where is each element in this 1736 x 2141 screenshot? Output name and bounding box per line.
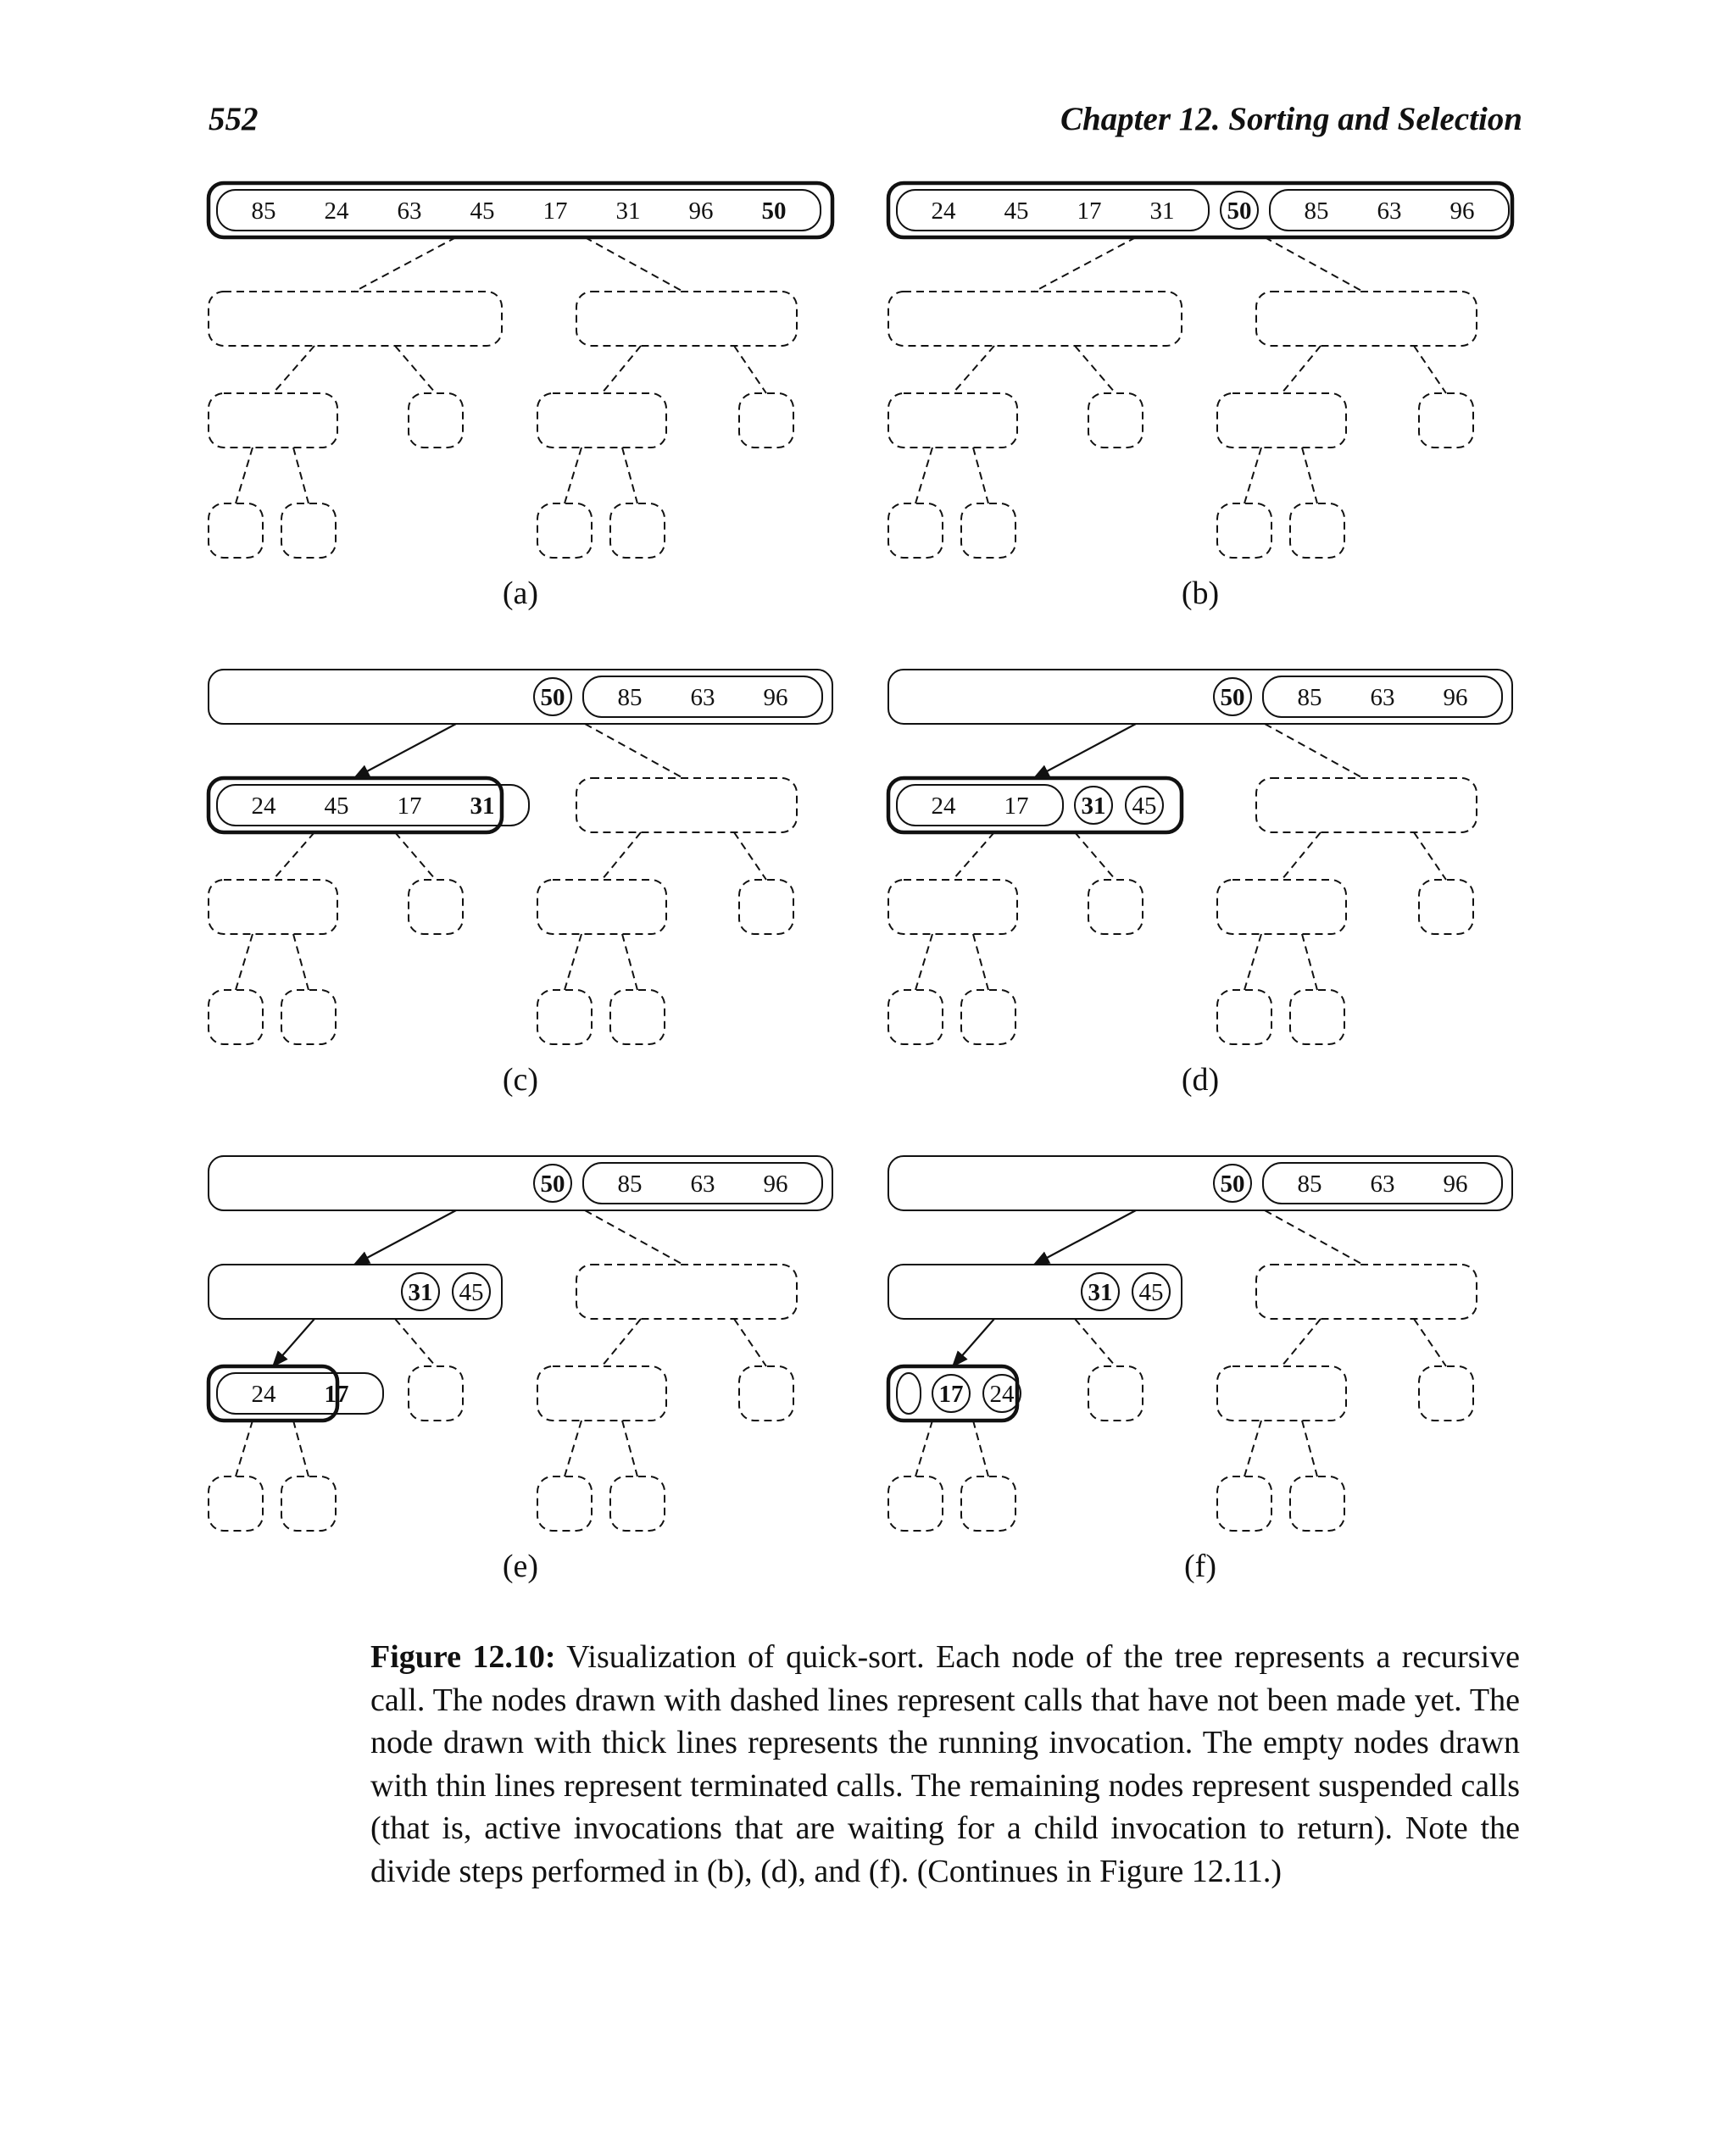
node-value: 85 — [1297, 684, 1322, 711]
edge-LL-LLR — [293, 934, 309, 990]
caption-label: Figure 12.10: — [370, 1639, 556, 1675]
node-R — [1256, 1265, 1477, 1319]
edge-RL-RLR — [1302, 1421, 1317, 1476]
node-value: 63 — [690, 1171, 715, 1198]
node-root — [209, 1156, 832, 1210]
node-LLL — [209, 503, 263, 558]
panel-f — [888, 1156, 1512, 1584]
edge-root-R — [1265, 1210, 1363, 1265]
sequence-oval — [897, 785, 1063, 826]
node-value: 24 — [324, 197, 349, 225]
node-value: 17 — [324, 1381, 349, 1408]
panel-c — [209, 670, 832, 1098]
edge-L-LL — [953, 346, 994, 393]
edge-LL-LLL — [236, 448, 253, 503]
panel-label: (c) — [502, 1062, 539, 1098]
edge-R-RR — [1414, 346, 1446, 393]
panel-a — [209, 183, 832, 611]
edge-RL-RLR — [1302, 448, 1317, 503]
node-value: 96 — [763, 684, 788, 711]
edge-root-R — [1265, 724, 1363, 778]
edge-LL-LLR — [973, 934, 988, 990]
node-value: 45 — [1004, 197, 1029, 225]
edge-root-R — [585, 237, 683, 292]
node-value: 24 — [931, 197, 956, 225]
edge-RL-RLR — [622, 448, 637, 503]
edge-L-LR — [1075, 346, 1116, 393]
node-LLR — [961, 503, 1015, 558]
node-value: 45 — [1132, 792, 1157, 820]
edge-LL-LLL — [236, 934, 253, 990]
node-R — [576, 1265, 797, 1319]
node-RR — [739, 880, 793, 934]
node-RL — [537, 1366, 666, 1421]
edge-R-RR — [734, 1319, 766, 1366]
panel-label: (d) — [1181, 1062, 1220, 1098]
node-L — [888, 292, 1182, 346]
node-L — [209, 292, 502, 346]
page-number: 552 — [209, 101, 259, 137]
node-RR — [1419, 393, 1473, 448]
node-value: 96 — [1449, 197, 1475, 225]
edge-root-R — [585, 1210, 683, 1265]
node-value: 96 — [688, 197, 714, 225]
node-RL — [537, 393, 666, 448]
node-LL — [888, 393, 1017, 448]
node-value: 96 — [1443, 684, 1468, 711]
edge-root-L — [1034, 237, 1136, 292]
panel-b — [888, 183, 1512, 611]
edge-RL-RLL — [565, 934, 581, 990]
edge-R-RL — [1282, 832, 1321, 880]
node-RLL — [1217, 1476, 1271, 1531]
node-R — [1256, 778, 1477, 832]
node-value: 45 — [1138, 1279, 1164, 1306]
node-LR — [1088, 880, 1143, 934]
node-value: 31 — [470, 792, 495, 820]
edge-root-L — [354, 724, 456, 778]
node-value: 24 — [251, 792, 276, 820]
node-RLL — [1217, 503, 1271, 558]
edge-L-LR — [395, 1319, 436, 1366]
node-RL — [1217, 1366, 1346, 1421]
panel-label: (f) — [1184, 1549, 1216, 1584]
node-value: 85 — [251, 197, 276, 225]
node-value: 85 — [617, 1171, 643, 1198]
node-value: 31 — [1149, 197, 1175, 225]
node-value: 24 — [931, 792, 956, 820]
sequence-oval — [897, 1373, 921, 1414]
panel-label: (a) — [502, 576, 539, 611]
node-RLR — [1290, 990, 1344, 1044]
node-L — [888, 1265, 1182, 1319]
edge-R-RL — [602, 1319, 641, 1366]
node-value: 63 — [397, 197, 422, 225]
node-R — [1256, 292, 1477, 346]
figure-caption — [370, 1636, 1520, 1893]
node-LLL — [209, 990, 263, 1044]
node-value: 45 — [324, 792, 349, 820]
node-root — [888, 1156, 1512, 1210]
node-root — [209, 670, 832, 724]
node-value: 31 — [408, 1279, 433, 1306]
panel-d — [888, 670, 1512, 1098]
node-LLR — [281, 990, 336, 1044]
node-LR — [1088, 1366, 1143, 1421]
edge-LL-LLR — [973, 448, 988, 503]
edge-RL-RLL — [565, 448, 581, 503]
edge-R-RL — [602, 346, 641, 393]
edge-LL-LLR — [973, 1421, 988, 1476]
panel-label: (e) — [502, 1549, 539, 1584]
node-RLR — [1290, 1476, 1344, 1531]
node-value: 24 — [251, 1381, 276, 1408]
node-value: 63 — [1377, 197, 1402, 225]
node-RR — [739, 393, 793, 448]
sequence-oval — [217, 190, 821, 231]
node-RLL — [537, 1476, 592, 1531]
node-RL — [1217, 393, 1346, 448]
node-root — [209, 183, 832, 237]
edge-L-LL — [273, 1319, 314, 1366]
node-RLL — [1217, 990, 1271, 1044]
edge-L-LL — [953, 832, 994, 880]
node-value: 31 — [1081, 792, 1106, 820]
node-value: 17 — [542, 197, 568, 225]
node-RLR — [610, 503, 665, 558]
node-LLL — [888, 1476, 943, 1531]
edge-R-RR — [734, 832, 766, 880]
node-RLL — [537, 503, 592, 558]
node-R — [576, 292, 797, 346]
panel-e — [209, 1156, 832, 1584]
edge-LL-LLR — [293, 448, 309, 503]
edge-L-LR — [1075, 1319, 1116, 1366]
edge-root-R — [585, 724, 683, 778]
sequence-oval — [217, 1373, 383, 1414]
node-L — [209, 1265, 502, 1319]
edge-root-L — [354, 237, 456, 292]
node-LR — [409, 393, 463, 448]
node-root — [888, 670, 1512, 724]
edge-R-RL — [1282, 1319, 1321, 1366]
node-value: 31 — [1088, 1279, 1113, 1306]
edge-L-LL — [273, 832, 314, 880]
node-LLL — [888, 503, 943, 558]
edge-RL-RLR — [622, 1421, 637, 1476]
node-value: 50 — [1220, 684, 1245, 711]
edge-RL-RLL — [565, 1421, 581, 1476]
edge-R-RR — [1414, 832, 1446, 880]
edge-RL-RLL — [1244, 934, 1261, 990]
edge-RL-RLR — [1302, 934, 1317, 990]
edge-RL-RLL — [1244, 1421, 1261, 1476]
node-value: 63 — [690, 684, 715, 711]
node-value: 17 — [1004, 792, 1029, 820]
edge-R-RL — [1282, 346, 1321, 393]
node-value: 50 — [761, 197, 787, 225]
node-value: 50 — [1227, 197, 1252, 225]
node-LLR — [281, 503, 336, 558]
edge-R-RR — [734, 346, 766, 393]
edge-root-L — [354, 1210, 456, 1265]
node-LLL — [209, 1476, 263, 1531]
edge-LL-LLL — [915, 934, 932, 990]
edge-L-LL — [273, 346, 314, 393]
node-value: 31 — [615, 197, 641, 225]
edge-root-R — [1265, 237, 1363, 292]
node-value: 17 — [938, 1381, 964, 1408]
caption-text: Visualization of quick-sort. Each node of the tree represents a recursive call. The nodes drawn with dashed lines represent calls that have not been made yet. The node drawn with thick lines represents the running invocation. The empty nodes drawn with thin lines represent terminated calls. The remaining nodes represent suspended calls (that is, active invocations that are waiting for a child invocation to return). Note the divide steps performed in (b), (d), and (f). (Continues in Figure 12.11.) — [370, 1639, 1520, 1889]
edge-root-L — [1034, 1210, 1136, 1265]
edge-LL-LLL — [236, 1421, 253, 1476]
node-value: 96 — [763, 1171, 788, 1198]
edge-LL-LLL — [915, 448, 932, 503]
panel-label: (b) — [1181, 576, 1220, 611]
node-value: 17 — [397, 792, 422, 820]
edge-L-LR — [1075, 832, 1116, 880]
node-RR — [1419, 880, 1473, 934]
node-value: 50 — [540, 1171, 565, 1198]
edge-LL-LLR — [293, 1421, 309, 1476]
node-value: 50 — [540, 684, 565, 711]
node-value: 24 — [989, 1381, 1015, 1408]
chapter-title: Chapter 12. Sorting and Selection — [1060, 101, 1522, 137]
edge-RL-RLR — [622, 934, 637, 990]
node-RR — [1419, 1366, 1473, 1421]
node-LL — [209, 880, 337, 934]
node-value: 50 — [1220, 1171, 1245, 1198]
edge-LL-LLL — [915, 1421, 932, 1476]
node-LR — [409, 1366, 463, 1421]
node-value: 17 — [1077, 197, 1102, 225]
node-RL — [537, 880, 666, 934]
node-LLR — [961, 1476, 1015, 1531]
node-value: 63 — [1370, 684, 1395, 711]
node-value: 96 — [1443, 1171, 1468, 1198]
node-RL — [1217, 880, 1346, 934]
node-LL — [888, 880, 1017, 934]
node-LL — [209, 393, 337, 448]
node-LLR — [961, 990, 1015, 1044]
edge-RL-RLL — [1244, 448, 1261, 503]
node-RLR — [610, 990, 665, 1044]
node-LR — [409, 880, 463, 934]
node-LLR — [281, 1476, 336, 1531]
node-value: 85 — [617, 684, 643, 711]
edge-L-LR — [395, 832, 436, 880]
node-value: 85 — [1297, 1171, 1322, 1198]
node-RLL — [537, 990, 592, 1044]
node-root — [888, 183, 1512, 237]
node-value: 45 — [470, 197, 495, 225]
node-LR — [1088, 393, 1143, 448]
edge-L-LR — [395, 346, 436, 393]
node-R — [576, 778, 797, 832]
node-RR — [739, 1366, 793, 1421]
node-RLR — [610, 1476, 665, 1531]
edge-L-LL — [953, 1319, 994, 1366]
node-LLL — [888, 990, 943, 1044]
edge-R-RL — [602, 832, 641, 880]
node-value: 85 — [1304, 197, 1329, 225]
edge-R-RR — [1414, 1319, 1446, 1366]
node-value: 63 — [1370, 1171, 1395, 1198]
edge-root-L — [1034, 724, 1136, 778]
node-value: 45 — [459, 1279, 484, 1306]
node-RLR — [1290, 503, 1344, 558]
